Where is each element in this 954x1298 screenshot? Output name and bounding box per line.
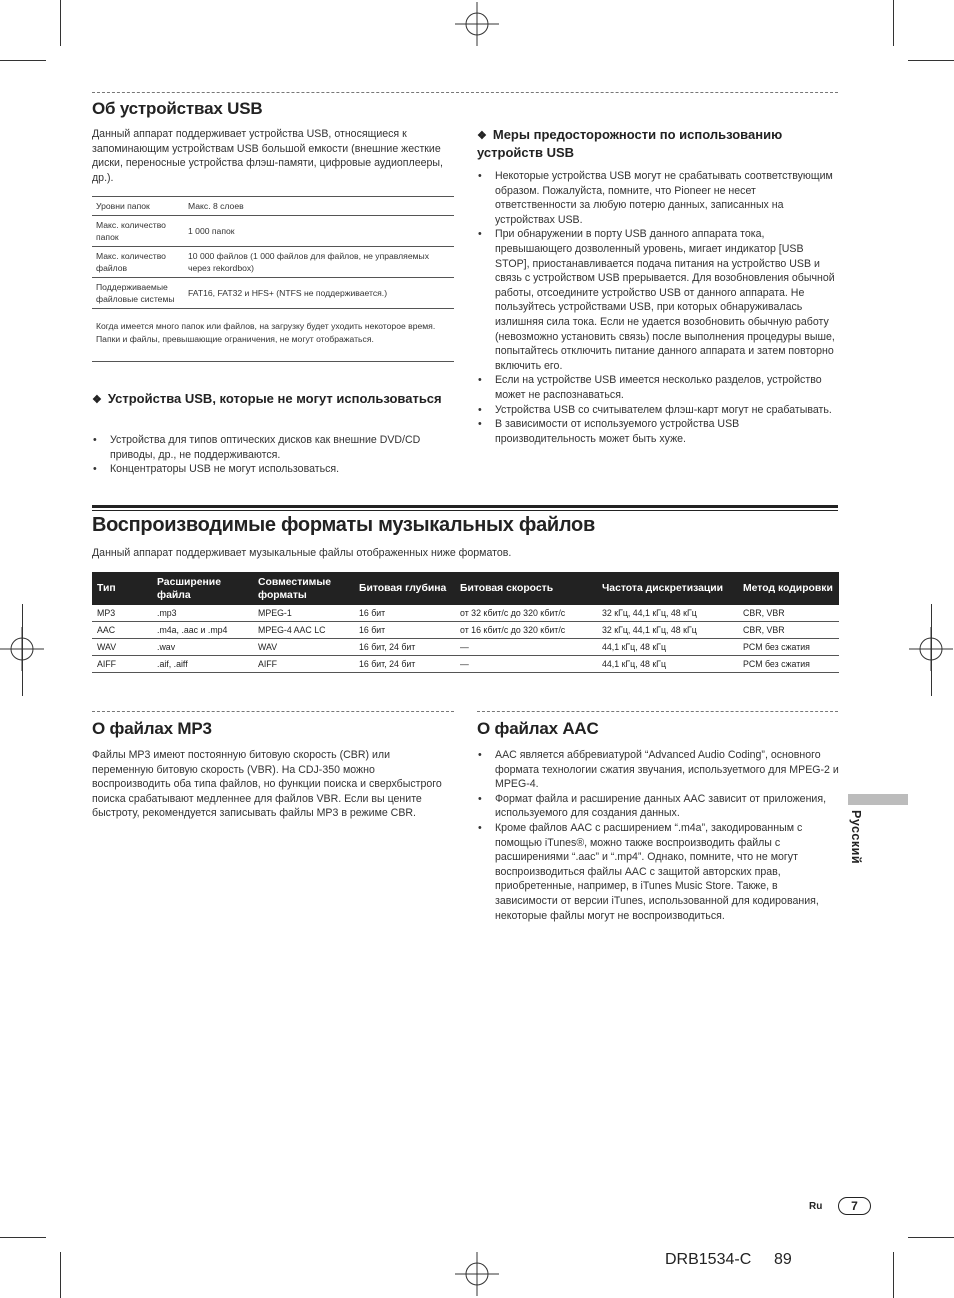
diamond-bullet-icon: ❖: [92, 394, 102, 406]
table-cell: 44,1 кГц, 48 кГц: [597, 656, 738, 673]
table-cell: —: [455, 639, 597, 656]
section-rule: [92, 510, 838, 511]
column-header: Метод кодировки: [738, 572, 839, 605]
table-cell: 16 бит: [354, 605, 455, 622]
usb-intro: Данный аппарат поддерживает устройства USB, относящиеся к запоминающим устройствам USB большой емкости (внешние жесткие диски, переносные устройства флэш-памяти, цифровые аудиоплееры, др.).: [92, 128, 443, 184]
table-cell: CBR, VBR: [738, 605, 839, 622]
column-header: Частота дискретизации: [597, 572, 738, 605]
list-item: • Если на устройстве USB имеется несколько разделов, устройство может не распознаваться.: [477, 373, 839, 402]
section-divider: [92, 711, 454, 712]
table-cell: .wav: [152, 639, 253, 656]
table-cell: FAT16, FAT32 и HFS+ (NTFS не поддерживается.): [184, 278, 454, 309]
table-row: [92, 247, 454, 278]
aac-section-title: О файлах AAC: [477, 719, 599, 738]
crop-mark: [908, 60, 954, 61]
language-tab-label: Русский: [849, 810, 863, 865]
table-row: [92, 216, 454, 247]
footer-lang: Ru: [809, 1201, 823, 1212]
table-cell: AIFF: [92, 656, 152, 673]
table-cell: 16 бит, 24 бит: [354, 639, 455, 656]
table-row: [92, 197, 454, 216]
table-cell: Уровни папок: [92, 197, 184, 216]
table-cell: PCM без сжатия: [738, 656, 839, 673]
list-item: • В зависимости от используемого устройства USB производительность может быть хуже.: [477, 417, 839, 446]
table-row: [92, 656, 839, 673]
table-cell: Макс. 8 слоев: [184, 197, 454, 216]
table-cell: 10 000 файлов (1 000 файлов для файлов, не управляемых через rekordbox): [184, 247, 454, 278]
section-divider: [477, 711, 838, 712]
table-note-line: Когда имеется много папок или файлов, на загрузку будет уходить некоторое время.: [96, 321, 436, 331]
formats-section-title: Воспроизводимые форматы музыкальных файлов: [92, 514, 595, 536]
table-cell: MPEG-1: [253, 605, 354, 622]
table-cell: 16 бит: [354, 622, 455, 639]
column-header: Битовая скорость: [455, 572, 597, 605]
table-cell: PCM без сжатия: [738, 639, 839, 656]
table-cell: MP3: [92, 605, 152, 622]
column-header: Расширение файла: [152, 572, 253, 605]
table-cell: WAV: [253, 639, 354, 656]
table-cell: 16 бит, 24 бит: [354, 656, 455, 673]
registration-mark-icon: [455, 2, 499, 46]
language-tab: [848, 794, 908, 805]
crop-mark: [893, 0, 894, 46]
table-cell: 1 000 папок: [184, 216, 454, 247]
mp3-text: Файлы MP3 имеют постоянную битовую скорость (CBR) или переменную битовую скорость (VBR). На CDJ-350 можно воспроизводить оба типа файлов, но функции поиска и сверхбыстрого поиска срабатывают медленнее для файлов VBR. Если вы цените быстроту, рекомендуется записывать файлы MP3 в режиме CBR.: [92, 749, 442, 820]
table-header-row: [92, 572, 839, 605]
table-row: [92, 605, 839, 622]
unusable-devices-heading: ❖ Устройства USB, которые не могут использоваться: [92, 391, 442, 406]
precautions-heading: ❖ Меры предосторожности по использованию устройств USB: [477, 127, 783, 160]
table-cell: 44,1 кГц, 48 кГц: [597, 639, 738, 656]
table-cell: .m4a, .aac и .mp4: [152, 622, 253, 639]
table-cell: AAC: [92, 622, 152, 639]
page-number-badge: 7: [838, 1197, 871, 1215]
table-cell: —: [455, 656, 597, 673]
column-header: Совместимые форматы: [253, 572, 354, 605]
table-row: [92, 639, 839, 656]
list-item: • При обнаружении в порту USB данного аппарата тока, превышающего дозволенный уровень, мигает индикатор [USB STOP], приостанавливается подача питания на устройство USB и связь с устройством USB прерывается. Для возобновления обычной работы, отсоедините устройство USB от данного аппарата. Не пользуйтесь устройствами USB, при которых обнаруживалась излишняя сила тока. Если не удается возобновить обычную работу (невозможно установить связь) после выполнения процедуры выше, попытайтесь отключить питание данного аппарата и затем повторно включить его.: [477, 227, 839, 373]
table-row: [92, 278, 454, 309]
doc-code: DRB1534-C: [665, 1251, 752, 1268]
crop-mark: [60, 0, 61, 46]
section-divider: [92, 92, 838, 93]
usb-section-title: Об устройствах USB: [92, 99, 263, 118]
section-rule: [92, 505, 838, 508]
formats-table: [92, 572, 839, 673]
crop-mark: [931, 604, 932, 696]
formats-intro: Данный аппарат поддерживает музыкальные файлы отображенных ниже форматов.: [92, 547, 512, 559]
crop-mark: [0, 1237, 46, 1238]
table-cell: Поддерживаемые файловые системы: [92, 278, 184, 309]
list-item: • AAC является аббревиатурой “Advanced Audio Coding”, основного формата технологии сжатия звучания, используетмого для MPEG-2 и MPEG-4.: [477, 748, 839, 792]
table-note-line: Папки и файлы, превышающие ограничения, не могут отображаться.: [96, 333, 374, 344]
table-cell: 32 кГц, 44,1 кГц, 48 кГц: [597, 605, 738, 622]
mp3-section-title: О файлах MP3: [92, 719, 212, 738]
usb-table-note: [96, 320, 446, 345]
registration-mark-icon: [455, 1252, 499, 1296]
table-cell: AIFF: [253, 656, 354, 673]
table-cell: Макс. количество папок: [92, 216, 184, 247]
table-bottom-rule: [92, 361, 454, 362]
table-cell: WAV: [92, 639, 152, 656]
table-cell: от 16 кбит/с до 320 кбит/с: [455, 622, 597, 639]
list-item: • Концентраторы USB не могут использоваться.: [92, 462, 452, 477]
doc-page: 89: [774, 1251, 792, 1268]
usb-limits-table: [92, 196, 454, 309]
table-cell: 32 кГц, 44,1 кГц, 48 кГц: [597, 622, 738, 639]
list-item: • Кроме файлов AAC с расширением “.m4a”, закодированным с помощью iTunes®, можно также воспроизводить файлы с расширениями “.aac” и “.mp4”. Однако, помните, что не могут воспроизводиться файлы AAC с защитой авторских прав, приобретенные, например, в iTunes Music Store. Также, в зависимости от версии iTunes, использованной для кодирования, некоторые файлы могут не воспроизводиться.: [477, 821, 839, 923]
table-cell: от 32 кбит/с до 320 кбит/с: [455, 605, 597, 622]
list-item: • Формат файла и расширение данных AAC зависит от приложения, используемого для создания данных.: [477, 792, 839, 821]
crop-mark: [893, 1252, 894, 1298]
table-cell: MPEG-4 AAC LC: [253, 622, 354, 639]
table-row: [92, 622, 839, 639]
crop-mark: [0, 60, 46, 61]
list-item: • Некоторые устройства USB могут не срабатывать соответствующим образом. Пожалуйста, помните, что Pioneer не несет ответственности за любую потерю данных, записанных на устройствах USB.: [477, 169, 839, 227]
diamond-bullet-icon: ❖: [477, 130, 487, 142]
table-cell: Макс. количество файлов: [92, 247, 184, 278]
table-cell: CBR, VBR: [738, 622, 839, 639]
list-item: • Устройства для типов оптических дисков как внешние DVD/CD приводы, др., не поддерживаются.: [92, 433, 452, 462]
crop-mark: [60, 1252, 61, 1298]
column-header: Битовая глубина: [354, 572, 455, 605]
list-item: • Устройства USB со считывателем флэш-карт могут не срабатывать.: [477, 403, 839, 418]
precautions-list: [477, 169, 839, 446]
aac-list: [477, 748, 839, 923]
unusable-devices-list: [92, 433, 452, 477]
crop-mark: [22, 604, 23, 696]
table-cell: .mp3: [152, 605, 253, 622]
column-header: Тип: [92, 572, 152, 605]
crop-mark: [908, 1237, 954, 1238]
table-cell: .aif, .aiff: [152, 656, 253, 673]
